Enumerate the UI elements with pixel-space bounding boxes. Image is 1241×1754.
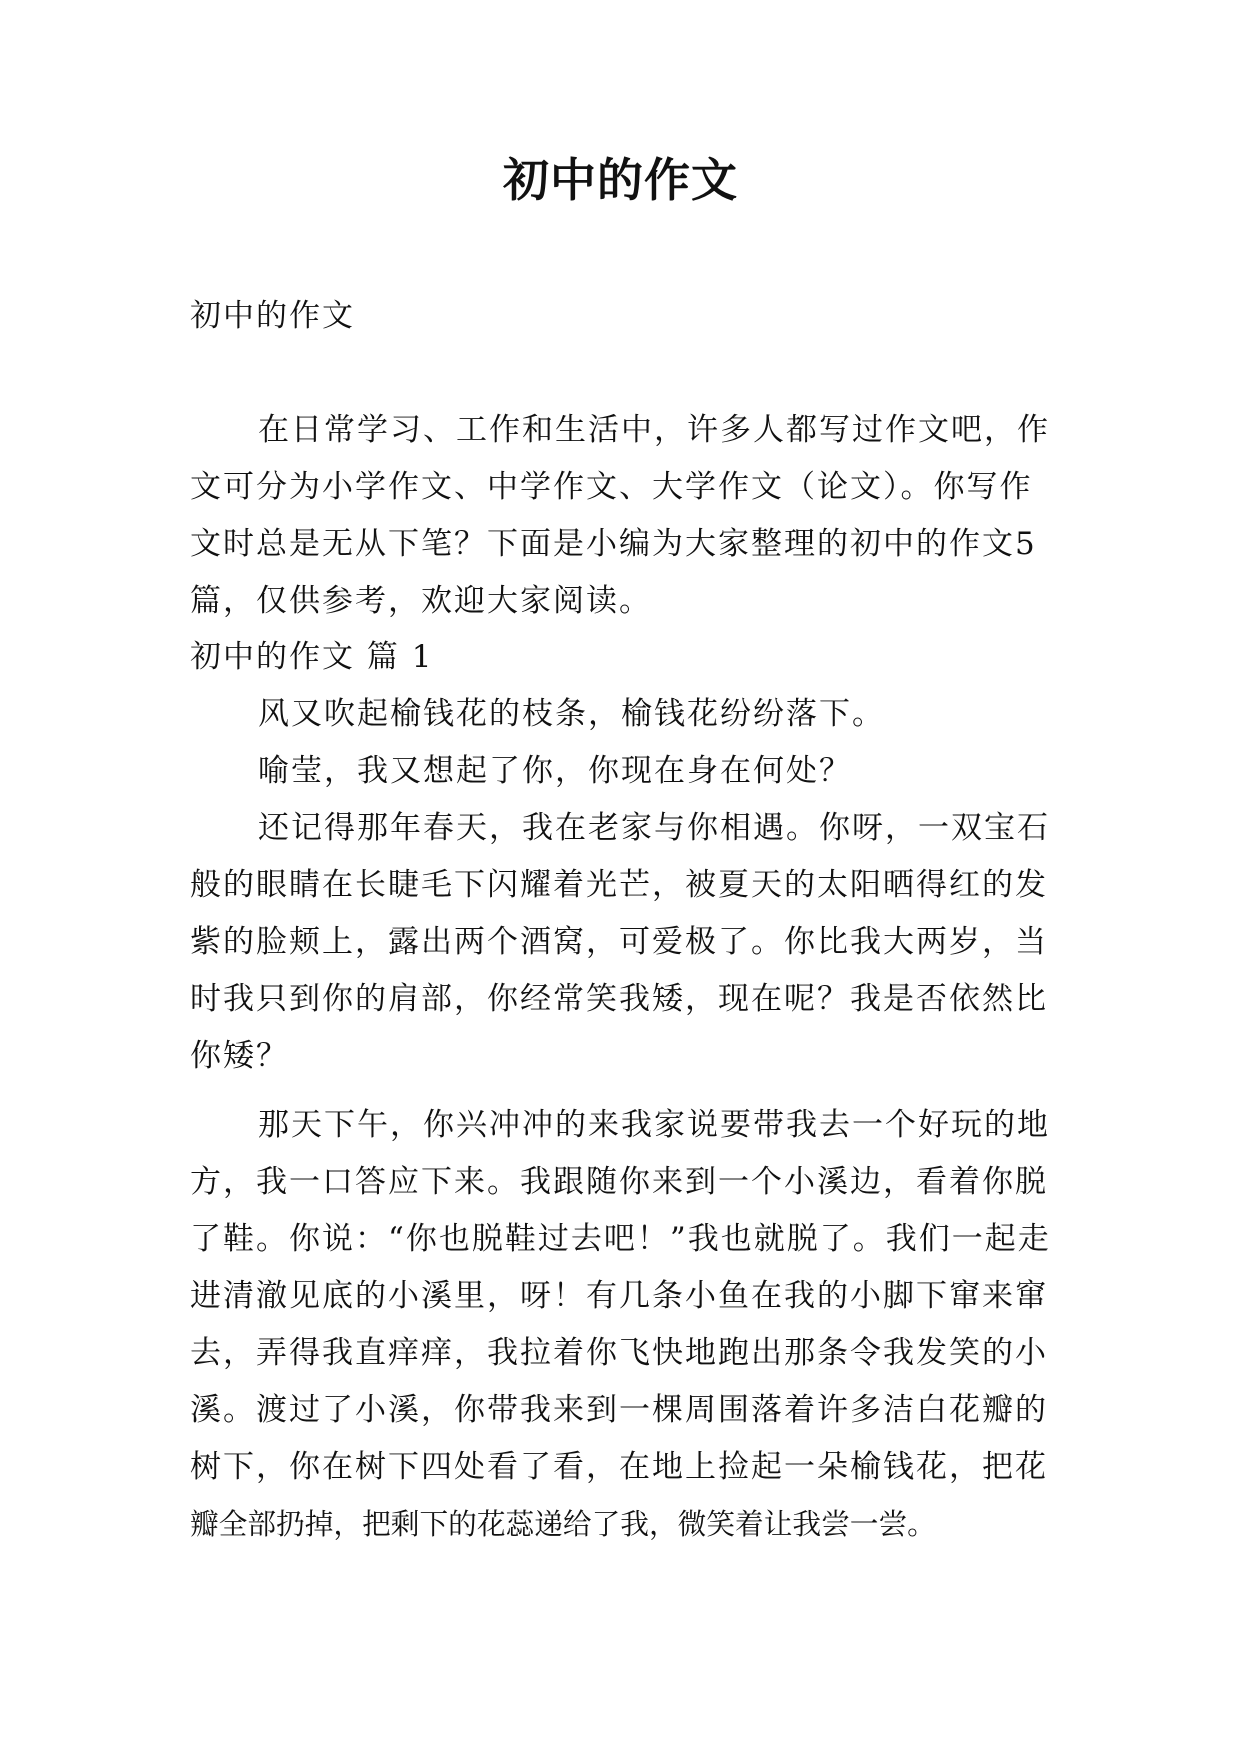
paragraph-line: 风又吹起榆钱花的枝条，榆钱花纷纷落下。 [258,696,885,732]
document-title: 初中的作文 [503,153,738,207]
intro-line: 文时总是无从下笔？下面是小编为大家整理的初中的作文5 [190,526,1037,562]
paragraph-line: 溪。渡过了小溪，你带我来到一棵周围落着许多洁白花瓣的 [190,1392,1048,1428]
paragraph-line: 进清澈见底的小溪里，呀！有几条小鱼在我的小脚下窜来窜 [190,1278,1048,1314]
paragraph-line: 你矮？ [190,1038,289,1074]
paragraph-line: 树下，你在树下四处看了看，在地上捡起一朵榆钱花，把花 [190,1449,1048,1485]
paragraph-line: 般的眼睛在长睫毛下闪耀着光芒，被夏天的太阳晒得红的发 [190,867,1048,903]
paragraph-line: 那天下午，你兴冲冲的来我家说要带我去一个好玩的地 [258,1107,1050,1143]
paragraph-line: 喻莹，我又想起了你，你现在身在何处？ [258,753,852,789]
paragraph-line: 方，我一口答应下来。我跟随你来到一个小溪边，看着你脱 [190,1164,1048,1200]
paragraph-line: 了鞋。你说：“你也脱鞋过去吧！”我也就脱了。我们一起走 [190,1221,1051,1257]
paragraph-line: 去，弄得我直痒痒，我拉着你飞快地跑出那条令我发笑的小 [190,1335,1048,1371]
paragraph-line: 紫的脸颊上，露出两个酒窝，可爱极了。你比我大两岁，当 [190,924,1048,960]
section-heading: 初中的作文 篇 1 [190,639,434,675]
paragraph-line: 时我只到你的肩部，你经常笑我矮，现在呢？我是否依然比 [190,981,1048,1017]
intro-line: 文可分为小学作文、中学作文、大学作文（论文）。你写作 [190,469,1033,505]
intro-line: 在日常学习、工作和生活中，许多人都写过作文吧，作 [258,412,1050,448]
intro-line: 篇，仅供参考，欢迎大家阅读。 [190,583,652,619]
paragraph-line: 还记得那年春天，我在老家与你相遇。你呀，一双宝石 [258,810,1050,846]
document-subtitle: 初中的作文 [190,298,355,334]
paragraph-line: 瓣全部扔掉，把剩下的花蕊递给了我，微笑着让我尝一尝。 [190,1507,936,1541]
